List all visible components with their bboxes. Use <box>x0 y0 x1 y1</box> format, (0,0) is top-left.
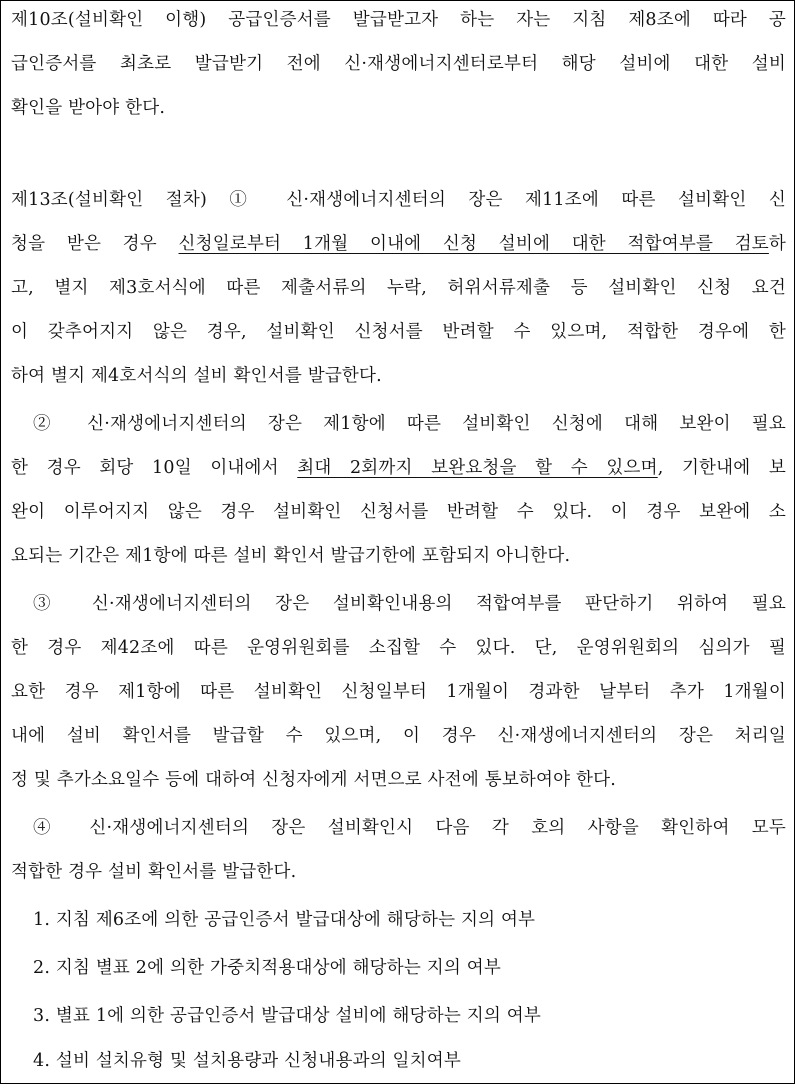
text-line: ④ 신·재생에너지센터의 장은 설비확인시 다음 각 호의 사항을 확인하여 모두 <box>33 818 786 838</box>
text-line: 확인을 받아야 한다. <box>11 98 166 118</box>
text-line: 한 경우 제42조에 따른 운영위원회를 소집할 수 있다. 단, 운영위원회의 심의가 필 <box>11 638 786 658</box>
text-line <box>11 229 786 273</box>
text-line: 이 갖추어지지 않은 경우, 설비확인 신청서를 반려할 수 있으며, 적합한 경우에 한 <box>11 322 786 342</box>
text-segment: , 기한내에 보 <box>657 458 786 478</box>
text-line: 적합한 경우 설비 확인서를 발급한다. <box>11 862 297 882</box>
text-line: 급인증서를 최초로 발급받기 전에 신·재생에너지센터로부터 해당 설비에 대한 설비 <box>11 54 786 74</box>
text-segment: 하 <box>768 234 787 254</box>
underlined-text: 신청일로부터 1개월 이내에 신청 설비에 대한 적합여부를 검토 <box>178 234 769 254</box>
text-line: 완이 이루어지지 않은 경우 설비확인 신청서를 반려할 수 있다. 이 경우 보완에 소 <box>11 502 786 522</box>
text-line: 하여 별지 제4호서식의 설비 확인서를 발급한다. <box>11 366 382 386</box>
list-item: 4. 설비 설치유형 및 설치용량과 신청내용과의 일치여부 <box>33 1051 461 1071</box>
text-segment: 한 경우 회당 10일 이내에서 <box>11 458 298 478</box>
text-line: 정 및 추가소요일수 등에 대하여 신청자에게 서면으로 사전에 통보하여야 한다. <box>11 770 616 790</box>
text-line: ② 신·재생에너지센터의 장은 제1항에 따른 설비확인 신청에 대해 보완이 필요 <box>33 414 786 434</box>
text-line: ③ 신·재생에너지센터의 장은 설비확인내용의 적합여부를 판단하기 위하여 필요 <box>33 594 786 614</box>
text-line <box>11 453 786 497</box>
text-line: 요한 경우 제1항에 따른 설비확인 신청일부터 1개월이 경과한 날부터 추가 1개월이 <box>11 682 786 702</box>
text-line: 제13조(설비확인 절차) ① 신·재생에너지센터의 장은 제11조에 따른 설비확인 신 <box>11 190 786 210</box>
list-item: 1. 지침 제6조에 의한 공급인증서 발급대상에 해당하는 지의 여부 <box>33 910 536 930</box>
list-item: 3. 별표 1에 의한 공급인증서 발급대상 설비에 해당하는 지의 여부 <box>33 1006 541 1026</box>
text-line: 요되는 기간은 제1항에 따른 설비 확인서 발급기한에 포함되지 아니한다. <box>11 546 571 566</box>
text-line: 제10조(설비확인 이행) 공급인증서를 발급받고자 하는 자는 지침 제8조에 따라 공 <box>11 10 786 30</box>
list-item: 2. 지침 별표 2에 의한 가중치적용대상에 해당하는 지의 여부 <box>33 958 501 978</box>
underlined-text: 최대 2회까지 보완요청을 할 수 있으며 <box>297 458 658 478</box>
text-line: 고, 별지 제3호서식에 따른 제출서류의 누락, 허위서류제출 등 설비확인 신청 요건 <box>11 278 786 298</box>
text-segment: 청을 받은 경우 <box>11 234 179 254</box>
text-line: 내에 설비 확인서를 발급할 수 있으며, 이 경우 신·재생에너지센터의 장은 처리일 <box>11 726 786 746</box>
